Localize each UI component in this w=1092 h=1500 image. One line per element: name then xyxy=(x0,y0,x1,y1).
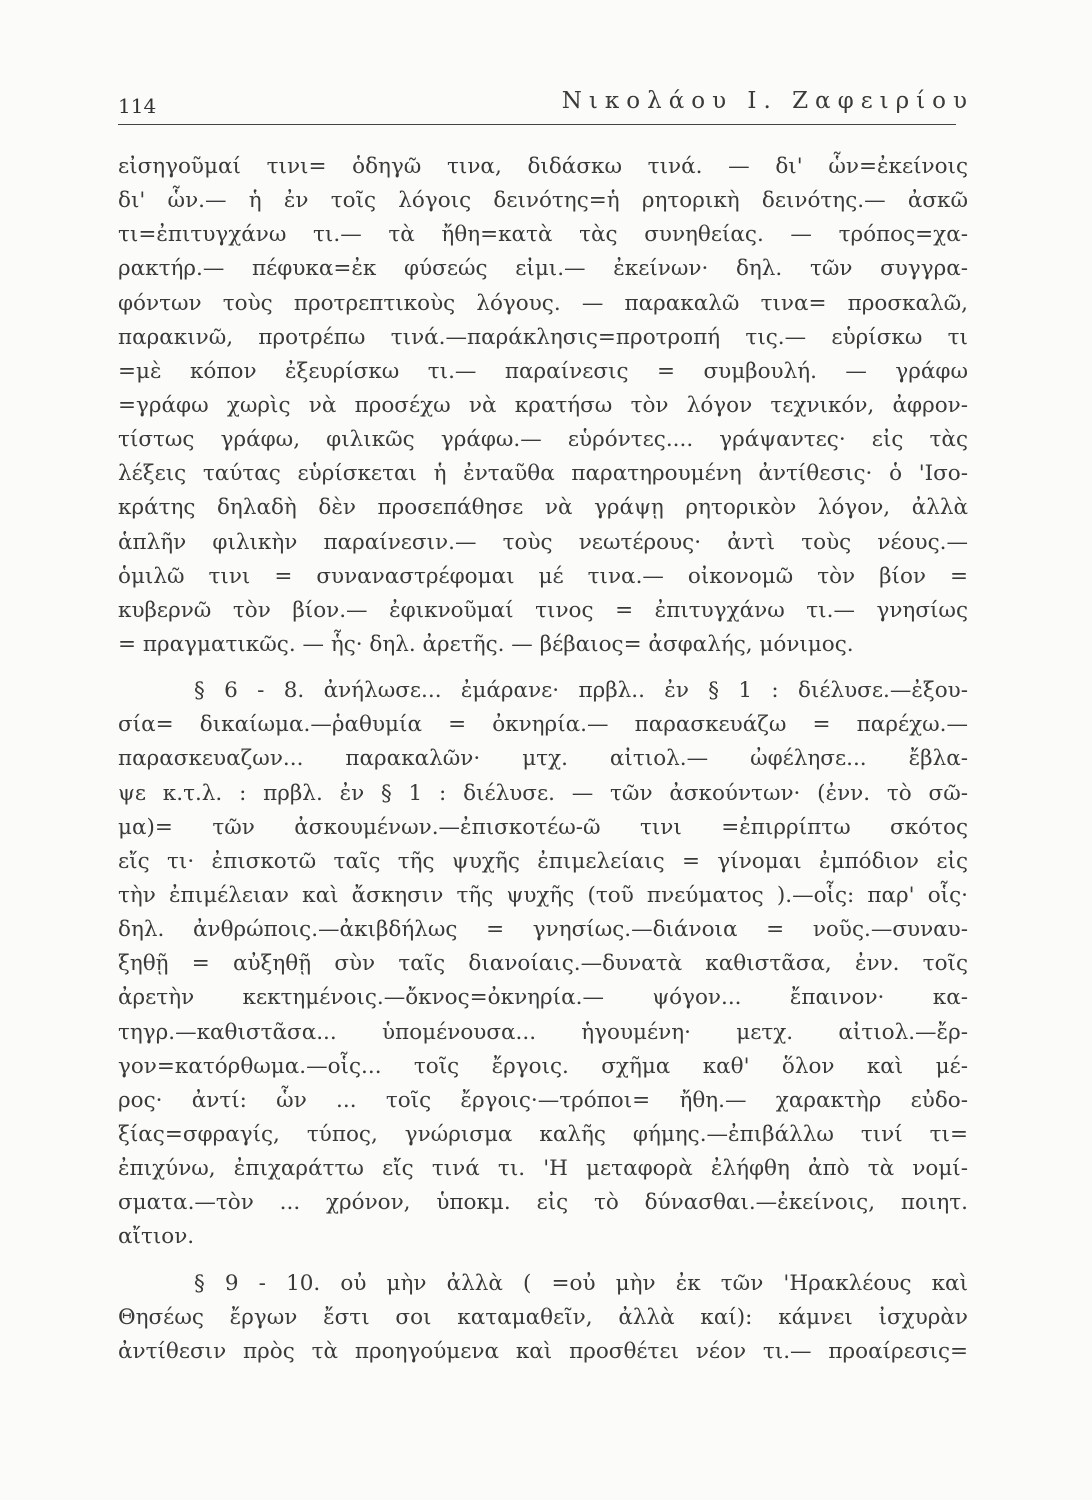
text-line: ἁπλῆν φιλικὴν παραίνεσιν.— τοὺς νεωτέρους· ἀντὶ τοὺς νέους.— xyxy=(118,529,968,555)
text-line: παρασκευαζων... παρακαλῶν· μτχ. αἰτιολ.— ὠφέλησε... ἔβλα- xyxy=(118,746,968,772)
text-line: =μὲ κόπον ἐξευρίσκω τι.— παραίνεσις = συμβουλή. — γράφω xyxy=(118,358,968,384)
paragraph-3 xyxy=(118,1267,968,1369)
text-line: εἴς τι· ἐπισκοτῶ ταῖς τῆς ψυχῆς ἐπιμελείαις = γίνομαι ἐμπόδιον εἰς xyxy=(118,848,968,874)
page-number: 114 xyxy=(118,94,157,118)
text-line: τηγρ.—καθιστᾶσα... ὑπομένουσα... ἡγουμένη· μετχ. αἰτιολ.—ἔρ- xyxy=(118,1019,968,1045)
text-line: ἐπιχύνω, ἐπιχαράττω εἴς τινά τι. 'Η μεταφορὰ ἐλήφθη ἀπὸ τὰ νομί- xyxy=(118,1156,968,1182)
text-line: σματα.—τὸν ... χρόνον, ὑποκμ. εἰς τὸ δύνασθαι.—ἐκείνοις, ποιητ. xyxy=(118,1190,968,1216)
text-line: ἀντίθεσιν πρὸς τὰ προηγούμενα καὶ προσθέτει νέον τι.— προαίρεσις= xyxy=(118,1338,968,1364)
text-line: τι=ἐπιτυγχάνω τι.— τὰ ἤθη=κατὰ τὰς συνηθείας. — τρόπος=χα- xyxy=(118,222,968,248)
text-line: γον=κατόρθωμα.—οἷς... τοῖς ἔργοις. σχῆμα καθ' ὅλον καὶ μέ- xyxy=(118,1053,968,1079)
text-line: αἴτιον. xyxy=(118,1224,195,1250)
header-rule xyxy=(118,124,956,125)
text-line: ρακτήρ.— πέφυκα=ἐκ φύσεώς εἰμι.— ἐκείνων· δηλ. τῶν συγγρα- xyxy=(118,256,968,282)
text-line: ρος· ἀντί: ὧν ... τοῖς ἔργοις·—τρόποι= ἤθη.— χαρακτὴρ εὐδο- xyxy=(118,1087,968,1113)
text-line: Θησέως ἔργων ἔστι σοι καταμαθεῖν, ἀλλὰ καί): κάμνει ἰσχυρὰν xyxy=(118,1304,968,1330)
text-line: τίστως γράφω, φιλικῶς γράφω.— εὑρόντες.... γράψαντες· εἰς τὰς xyxy=(118,427,968,453)
commentary-body xyxy=(118,150,968,1369)
text-line: § 6 - 8. ἀνήλωσε... ἐμάρανε· πρβλ.. ἐν § 1 : διέλυσε.—ἐξου- xyxy=(194,678,968,704)
text-line: ψε κ.τ.λ. : πρβλ. ἐν § 1 : διέλυσε. — τῶν ἀσκούντων· (ἐνν. τὸ σῶ- xyxy=(118,780,968,806)
text-line: κυβερνῶ τὸν βίον.— ἐφικνοῦμαί τινος = ἐπιτυγχάνω τι.— γνησίως xyxy=(118,597,968,623)
text-line: κράτης δηλαδὴ δὲν προσεπάθησε νὰ γράψῃ ρητορικὸν λόγον, ἀλλὰ xyxy=(118,495,968,521)
text-line: εἰσηγοῦμαί τινι= ὁδηγῶ τινα, διδάσκω τινά. — δι' ὧν=ἐκείνοις xyxy=(118,154,968,179)
paragraph-1 xyxy=(118,150,968,662)
paragraph-gap xyxy=(118,662,968,674)
paragraph-2 xyxy=(118,674,968,1254)
text-line: λέξεις ταύτας εὑρίσκεται ἡ ἐνταῦθα παρατηρουμένη ἀντίθεσις· ὁ 'Ισο- xyxy=(118,461,968,487)
text-line: ἀρετὴν κεκτημένοις.—ὄκνος=ὀκνηρία.— ψόγον... ἔπαινον· κα- xyxy=(118,985,968,1011)
text-line: δηλ. ἀνθρώποις.—ἀκιβδήλως = γνησίως.—διάνοια = νοῦς.—συναυ- xyxy=(118,917,968,943)
paragraph-gap xyxy=(118,1255,968,1267)
text-line: μα)= τῶν ἀσκουμένων.—ἐπισκοτέω-ῶ τινι =ἐπιρρίπτω σκότος xyxy=(118,814,968,840)
running-head: Νικολάου Ι. Ζαφειρίου xyxy=(561,88,974,114)
text-line: § 9 - 10. οὐ μὴν ἀλλὰ ( =οὐ μὴν ἐκ τῶν 'Ηρακλέους καὶ xyxy=(194,1270,968,1296)
text-line: =γράφω χωρὶς νὰ προσέχω νὰ κρατήσω τὸν λόγον τεχνικόν, ἀφρον- xyxy=(118,392,968,418)
text-line: δι' ὧν.— ἡ ἐν τοῖς λόγοις δεινότης=ἡ ρητορικὴ δεινότης.— ἀσκῶ xyxy=(118,188,968,214)
text-line: τὴν ἐπιμέλειαν καὶ ἄσκησιν τῆς ψυχῆς (τοῦ πνεύματος ).—οἷς: παρ' οἷς· xyxy=(118,882,968,908)
text-line: σία= δικαίωμα.—ῥαθυμία = ὀκνηρία.— παρασκευάζω = παρέχω.— xyxy=(118,712,968,738)
text-line: ξίας=σφραγίς, τύπος, γνώρισμα καλῆς φήμης.—ἐπιβάλλω τινί τι= xyxy=(118,1121,968,1147)
text-line: φόντων τοὺς προτρεπτικοὺς λόγους. — παρακαλῶ τινα= προσκαλῶ, xyxy=(118,290,968,316)
text-line: παρακινῶ, προτρέπω τινά.—παράκλησις=προτροπή τις.— εὑρίσκω τι xyxy=(118,324,968,350)
page-header xyxy=(118,88,974,122)
text-line: ξηθῇ = αὐξηθῇ σὺν ταῖς διανοίαις.—δυνατὰ καθιστᾶσα, ἐνν. τοῖς xyxy=(118,951,968,977)
text-line: ὁμιλῶ τινι = συναναστρέφομαι μέ τινα.— οἰκονομῶ τὸν βίον = xyxy=(118,563,968,589)
text-line: = πραγματικῶς. — ἧς· δηλ. ἀρετῆς. — βέβαιος= ἀσφαλής, μόνιμος. xyxy=(118,631,854,657)
